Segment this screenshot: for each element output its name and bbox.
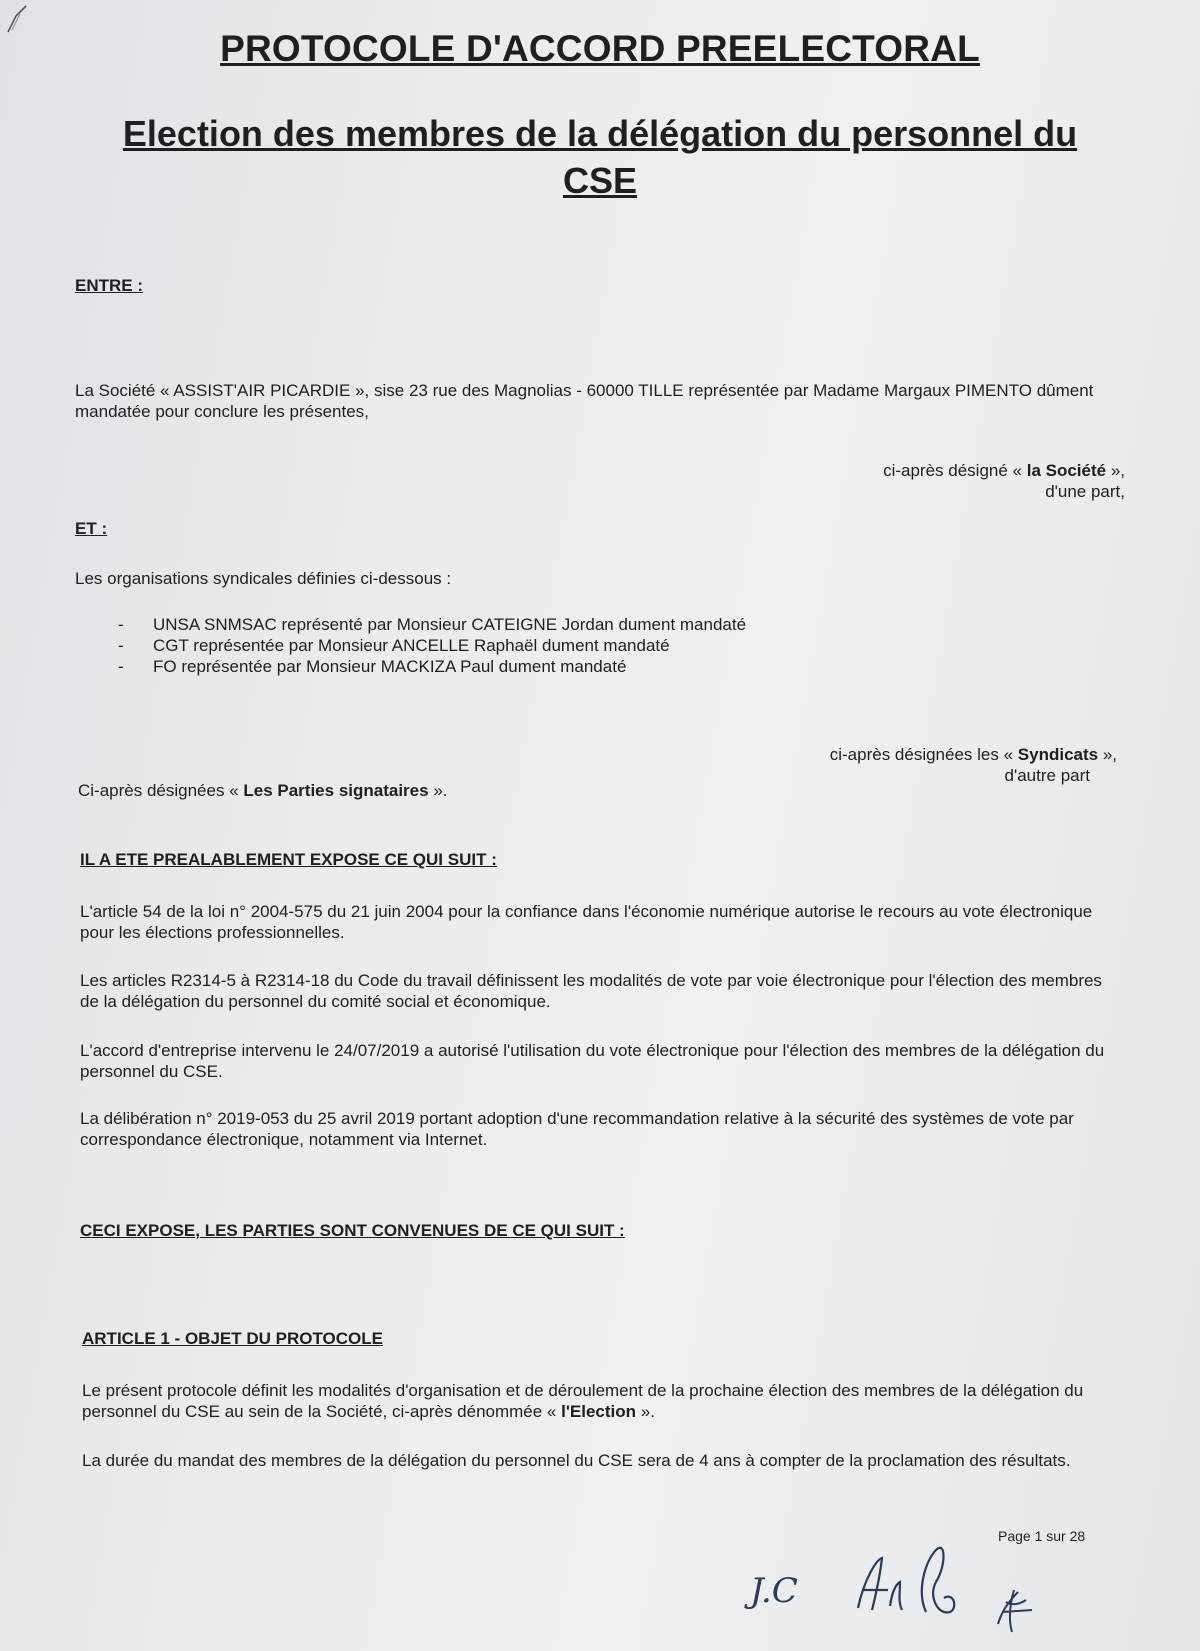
section-heading-expose: IL A ETE PREALABLEMENT EXPOSE CE QUI SUIT : (80, 850, 497, 869)
expose-paragraph-2: Les articles R2314-5 à R2314-18 du Code du travail définissent les modalités de vote par voie électronique pour l'élection des membres de la délégation du personnel du comité social et économique. (80, 971, 1102, 1011)
expose-paragraph-3: L'accord d'entreprise intervenu le 24/07/2019 a autorisé l'utilisation du vote électronique pour l'élection des membres de la délégation du personnel du CSE. (80, 1041, 1105, 1081)
article-1-heading: ARTICLE 1 - OBJET DU PROTOCOLE (82, 1329, 383, 1348)
section-heading-et: ET : (75, 519, 108, 538)
unions-designation: ci-après désignées les « Syndicats », (829, 745, 1117, 764)
list-item: - CGT représentée par Monsieur ANCELLE Raphaël dument mandaté (118, 636, 670, 655)
list-item: - FO représentée par Monsieur MACKIZA Paul dument mandaté (118, 657, 627, 676)
company-designation: ci-après désigné « la Société », (883, 461, 1125, 480)
unions-part: d'autre part (1004, 766, 1090, 785)
unions-list (118, 614, 746, 677)
company-part: d'une part, (1045, 482, 1125, 501)
company-paragraph: La Société « ASSIST'AIR PICARDIE », sise 23 rue des Magnolias - 60000 TILLE représentée par Madame Margaux PIMENTO dûment mandatée pour conclure les présentes, (75, 381, 1094, 421)
section-heading-entre: ENTRE : (75, 276, 143, 295)
section-heading-convenues: CECI EXPOSE, LES PARTIES SONT CONVENUES DE CE QUI SUIT : (80, 1221, 625, 1240)
initials-jc: J.C (750, 1571, 798, 1611)
expose-paragraph-4: La délibération n° 2019-053 du 25 avril 2019 portant adoption d'une recommandation relative à la sécurité des systèmes de vote par correspondance électronique, notamment via Internet. (80, 1109, 1074, 1149)
document-subtitle: Election des membres de la délégation du personnel du CSE (122, 113, 1078, 201)
article-1-paragraph-2: La durée du mandat des membres de la délégation du personnel du CSE sera de 4 ans à compter de la proclamation des résultats. (82, 1451, 1071, 1470)
list-item: - UNSA SNMSAC représenté par Monsieur CATEIGNE Jordan dument mandaté (118, 615, 747, 634)
article-1-paragraph-1: Le présent protocole définit les modalités d'organisation et de déroulement de la prochaine élection des membres de la délégation du personnel du CSE au sein de la Société, ci-après dénommée « l'Election ». (82, 1381, 1084, 1421)
expose-paragraph-1: L'article 54 de la loi n° 2004-575 du 21 juin 2004 pour la confiance dans l'économie numérique autorise le recours au vote électronique pour les élections professionnelles. (80, 902, 1093, 942)
unions-intro: Les organisations syndicales définies ci-dessous : (75, 569, 452, 588)
page-number: Page 1 sur 28 (998, 1528, 1086, 1544)
parties-designation: Ci-après désignées « Les Parties signataires ». (78, 781, 448, 800)
document-title: PROTOCOLE D'ACCORD PREELECTORAL (220, 28, 980, 69)
